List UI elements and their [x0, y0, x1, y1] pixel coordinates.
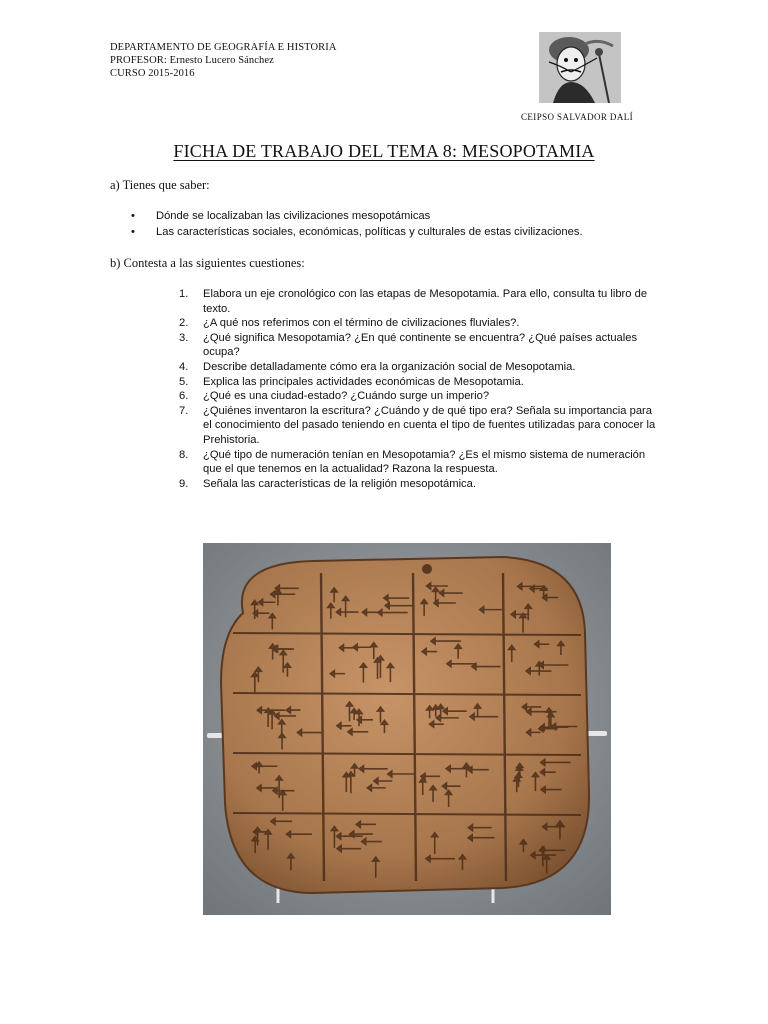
list-item-text: Dónde se localizaban las civilizaciones mesopotámicas [156, 210, 431, 222]
question-item [179, 316, 659, 331]
question-number: 8. [179, 448, 189, 461]
section-b-heading: b) Contesta a las siguientes cuestiones: [110, 256, 305, 270]
department-name: DEPARTAMENTO DE GEOGRAFÍA E HISTORIA [110, 42, 337, 53]
question-text: ¿Quiénes inventaron la escritura? ¿Cuándo y de qué tipo era? Señala su importancia para el conocimiento del pasado teniendo en cuenta el tipo de fuentes utilizadas para conocer la Prehistoria. [203, 404, 656, 446]
list-item-text: Las características sociales, económicas, políticas y culturales de estas civilizaciones. [156, 226, 583, 238]
question-number: 9. [179, 477, 189, 490]
question-number: 7. [179, 404, 189, 417]
question-number: 2. [179, 317, 189, 330]
question-number: 1. [179, 288, 189, 300]
question-item [179, 389, 659, 404]
question-item [179, 404, 659, 448]
question-item [179, 360, 659, 375]
question-text: ¿Qué significa Mesopotamia? ¿En qué continente se encuentra? ¿Qué países actuales ocupa? [203, 331, 638, 359]
question-text: Elabora un eje cronológico con las etapas de Mesopotamia. Para ello, consulta tu libro de texto. [203, 288, 648, 315]
question-text: Señala las características de la religión mesopotámica. [203, 477, 476, 490]
teacher-name: PROFESOR: Ernesto Lucero Sánchez [110, 55, 274, 66]
question-text: ¿A qué nos referimos con el término de civilizaciones fluviales?. [203, 317, 520, 330]
question-number: 6. [179, 390, 189, 403]
question-item [179, 448, 659, 477]
question-number: 3. [179, 331, 189, 344]
questions-list [179, 287, 659, 491]
header-block [110, 41, 337, 80]
bullet-icon: • [131, 226, 135, 238]
question-item [179, 477, 659, 492]
bullet-icon: • [131, 210, 135, 222]
question-text: Explica las principales actividades económicas de Mesopotamia. [203, 375, 524, 388]
knowledge-list [131, 208, 583, 240]
course-year: CURSO 2015-2016 [110, 68, 195, 79]
page-title [0, 141, 768, 162]
cuneiform-tablet-photo [203, 543, 611, 915]
list-item [131, 208, 583, 224]
question-item [179, 287, 659, 316]
question-text: ¿Qué es una ciudad-estado? ¿Cuándo surge un imperio? [203, 390, 490, 403]
question-item [179, 331, 659, 360]
question-number: 4. [179, 360, 189, 373]
school-logo-portrait [539, 32, 621, 103]
list-item [131, 224, 583, 240]
school-name: CEIPSO SALVADOR DALÍ [521, 112, 634, 122]
question-number: 5. [179, 375, 189, 388]
question-item [179, 375, 659, 390]
question-text: ¿Qué tipo de numeración tenían en Mesopotamia? ¿Es el mismo sistema de numeración que el que tenemos en la actualidad? Razona la respuesta. [203, 448, 646, 476]
question-text: Describe detalladamente cómo era la organización social de Mesopotamia. [203, 360, 576, 373]
page-title-text: FICHA DE TRABAJO DEL TEMA 8: MESOPOTAMIA [173, 141, 595, 161]
section-a-heading: a) Tienes que saber: [110, 178, 210, 192]
